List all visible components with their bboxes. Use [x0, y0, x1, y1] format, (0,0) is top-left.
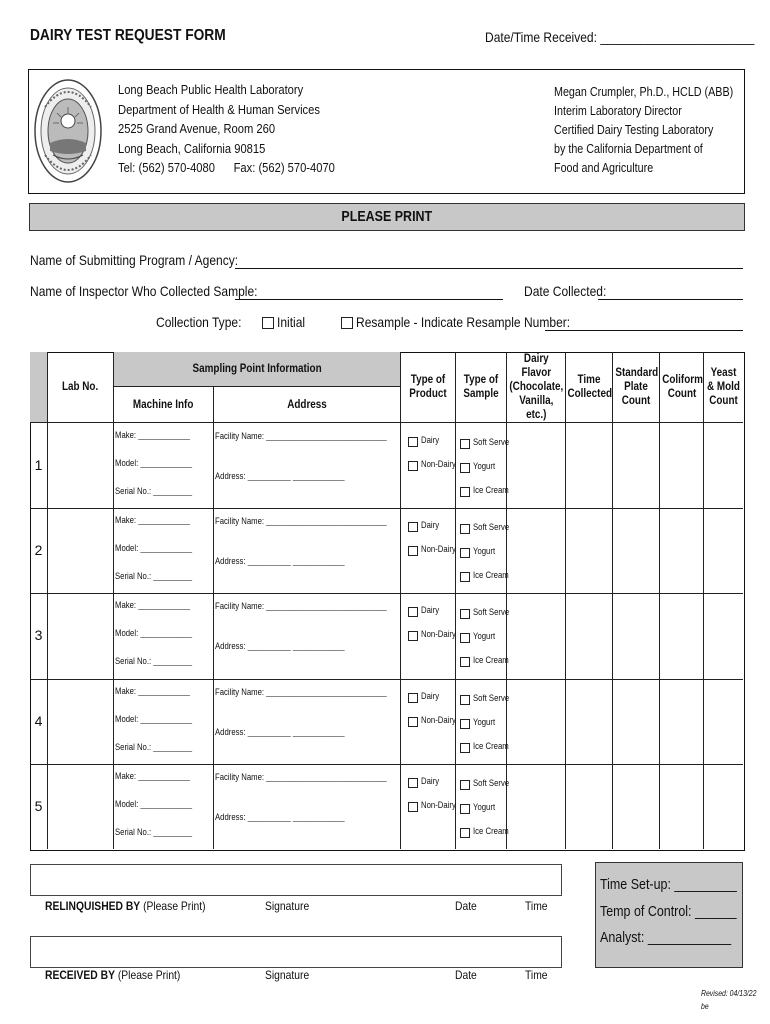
non-dairy-checkbox[interactable]: [408, 802, 418, 812]
lab-no-header: Lab No.: [62, 381, 99, 393]
machine-serial-field[interactable]: Serial No.: _________: [115, 742, 193, 752]
non-dairy-label: Non-Dairy: [421, 629, 456, 639]
soft-serve-checkbox[interactable]: [460, 780, 470, 790]
facility-address-field[interactable]: Address: __________ ____________: [215, 727, 345, 737]
date-collected-label: Date Collected:: [524, 283, 607, 299]
table-row: [0, 679, 770, 764]
facility-name-field[interactable]: Facility Name: ____________________________: [215, 772, 387, 782]
soft-serve-label: Soft Serve: [473, 437, 510, 447]
resample-label: Resample - Indicate Resample Number:: [356, 314, 571, 330]
ice-cream-checkbox[interactable]: [460, 828, 470, 838]
type-of-product-header: Type of Product: [409, 374, 447, 400]
date-time-received-label: Date/Time Received: _______________________: [485, 29, 755, 45]
ice-cream-checkbox[interactable]: [460, 743, 470, 753]
type-of-sample-header: Type of Sample: [463, 374, 499, 400]
machine-make-field[interactable]: Make: ____________: [115, 515, 190, 525]
ice-cream-label: Ice Cream: [473, 655, 509, 665]
dairy-flavor-header: Dairy Flavor (Chocolate, Vanilla, etc.): [509, 353, 563, 421]
received-time-label: Time: [525, 968, 548, 982]
director-title: Interim Laboratory Director: [554, 104, 682, 118]
received-signature-label: Signature: [265, 968, 310, 982]
non-dairy-label: Non-Dairy: [421, 459, 456, 469]
facility-address-field[interactable]: Address: __________ ____________: [215, 812, 345, 822]
dairy-checkbox[interactable]: [408, 607, 418, 617]
revised-date: Revised: 04/13/22: [701, 989, 757, 998]
date-collected-input-line[interactable]: [598, 299, 743, 300]
received-please-print: (Please Print): [117, 968, 181, 982]
yogurt-label: Yogurt: [473, 546, 496, 556]
machine-model-field[interactable]: Model: ____________: [115, 714, 193, 724]
non-dairy-checkbox[interactable]: [408, 631, 418, 641]
row-divider: [30, 679, 743, 680]
collection-type-label: Collection Type:: [156, 314, 242, 330]
agency-input-line[interactable]: [235, 268, 743, 269]
non-dairy-checkbox[interactable]: [408, 461, 418, 471]
row-number: 2: [34, 542, 43, 558]
ice-cream-label: Ice Cream: [473, 741, 509, 751]
row-number: 1: [34, 457, 43, 473]
ice-cream-label: Ice Cream: [473, 570, 509, 580]
relinquished-please-print: (Please Print): [143, 899, 206, 913]
dairy-label: Dairy: [421, 776, 440, 786]
director-name: Megan Crumpler, Ph.D., HCLD (ABB): [554, 85, 734, 99]
please-print-banner: [29, 203, 745, 231]
address-header: Address: [287, 399, 327, 411]
ice-cream-label: Ice Cream: [473, 485, 509, 495]
non-dairy-checkbox[interactable]: [408, 546, 418, 556]
row-divider: [30, 764, 743, 765]
machine-info-header: Machine Info: [133, 399, 194, 411]
machine-make-field[interactable]: Make: ____________: [115, 600, 190, 610]
yogurt-label: Yogurt: [473, 631, 496, 641]
facility-address-field[interactable]: Address: __________ ____________: [215, 556, 345, 566]
time-setup-field: Time Set-up: _________: [600, 877, 737, 893]
row-divider: [30, 508, 743, 509]
machine-serial-field[interactable]: Serial No.: _________: [115, 827, 193, 837]
machine-model-field[interactable]: Model: ____________: [115, 799, 193, 809]
facility-name-field[interactable]: Facility Name: ____________________________: [215, 601, 387, 611]
lab-department: Department of Health & Human Services: [118, 101, 320, 117]
yogurt-label: Yogurt: [473, 802, 496, 812]
ice-cream-label: Ice Cream: [473, 826, 509, 836]
relinquished-signature-label: Signature: [265, 899, 310, 913]
agency-label: Name of Submitting Program / Agency:: [30, 252, 239, 268]
lab-setup-box: [595, 862, 743, 968]
row-number: 3: [34, 627, 43, 643]
received-label-group: [45, 968, 202, 982]
received-by-field[interactable]: [30, 936, 562, 968]
city-seal-logo: [33, 77, 103, 185]
ice-cream-checkbox[interactable]: [460, 657, 470, 667]
row-number-header: [30, 352, 47, 423]
machine-model-field[interactable]: Model: ____________: [115, 628, 193, 638]
machine-serial-field[interactable]: Serial No.: _________: [115, 486, 193, 496]
table-row: [0, 423, 770, 508]
table-row: [0, 764, 770, 849]
resample-checkbox[interactable]: [341, 317, 353, 329]
yogurt-checkbox[interactable]: [460, 804, 470, 814]
machine-make-field[interactable]: Make: ____________: [115, 430, 190, 440]
machine-make-field[interactable]: Make: ____________: [115, 686, 190, 696]
revision-note: [701, 987, 766, 1013]
relinquished-by-field[interactable]: [30, 864, 562, 896]
dairy-label: Dairy: [421, 435, 440, 445]
yogurt-checkbox[interactable]: [460, 463, 470, 473]
coliform-count-header: Coliform Count: [661, 374, 703, 400]
soft-serve-label: Soft Serve: [473, 693, 510, 703]
temp-control-field: Temp of Control: ______: [600, 904, 737, 920]
lab-street: 2525 Grand Avenue, Room 260: [118, 121, 276, 136]
soft-serve-label: Soft Serve: [473, 522, 510, 532]
relinquished-date-label: Date: [455, 899, 477, 913]
row-number: 4: [34, 713, 43, 729]
relinquished-by-label: RELINQUISHED BY: [45, 899, 141, 913]
soft-serve-checkbox[interactable]: [460, 609, 470, 619]
yogurt-label: Yogurt: [473, 717, 496, 727]
resample-number-input-line[interactable]: [545, 330, 743, 331]
lab-city: Long Beach, California 90815: [118, 140, 266, 156]
yogurt-checkbox[interactable]: [460, 719, 470, 729]
table-row: [0, 508, 770, 593]
lab-name: Long Beach Public Health Laboratory: [118, 82, 304, 97]
lab-phone-fax: Tel: (562) 570-4080 Fax: (562) 570-4070: [118, 160, 335, 175]
sampling-point-divider: [114, 386, 400, 387]
row-divider: [30, 593, 743, 594]
lab-address-block: [118, 80, 370, 178]
machine-make-field[interactable]: Make: ____________: [115, 771, 190, 781]
facility-address-field[interactable]: Address: __________ ____________: [215, 471, 345, 481]
facility-name-field[interactable]: Facility Name: ____________________________: [215, 516, 387, 526]
non-dairy-checkbox[interactable]: [408, 717, 418, 727]
soft-serve-checkbox[interactable]: [460, 524, 470, 534]
yogurt-checkbox[interactable]: [460, 548, 470, 558]
yogurt-label: Yogurt: [473, 461, 496, 471]
dairy-label: Dairy: [421, 605, 440, 615]
dairy-checkbox[interactable]: [408, 522, 418, 532]
certification-line: Certified Dairy Testing Laboratory: [554, 123, 714, 137]
dairy-checkbox[interactable]: [408, 693, 418, 703]
table-row: [0, 593, 770, 678]
ice-cream-checkbox[interactable]: [460, 572, 470, 582]
ice-cream-checkbox[interactable]: [460, 487, 470, 497]
non-dairy-label: Non-Dairy: [421, 800, 456, 810]
non-dairy-label: Non-Dairy: [421, 715, 456, 725]
please-print-text: PLEASE PRINT: [341, 209, 433, 225]
initial-checkbox[interactable]: [262, 317, 274, 329]
soft-serve-label: Soft Serve: [473, 607, 510, 617]
soft-serve-checkbox[interactable]: [460, 439, 470, 449]
row-number: 5: [34, 798, 43, 814]
machine-model-field[interactable]: Model: ____________: [115, 458, 193, 468]
relinquished-label-group: [45, 899, 232, 913]
analyst-field: Analyst: ____________: [600, 930, 732, 946]
facility-name-field[interactable]: Facility Name: ____________________________: [215, 431, 387, 441]
received-by-label: RECEIVED BY: [45, 968, 115, 982]
dairy-checkbox[interactable]: [408, 437, 418, 447]
sampling-point-header: Sampling Point Information: [192, 363, 322, 375]
director-block: [554, 83, 762, 178]
machine-serial-field[interactable]: Serial No.: _________: [115, 656, 193, 666]
soft-serve-checkbox[interactable]: [460, 695, 470, 705]
yeast-mold-count-header: Yeast & Mold Count: [707, 367, 740, 407]
standard-plate-count-header: Standard Plate Count: [615, 367, 659, 407]
relinquished-time-label: Time: [525, 899, 548, 913]
dairy-checkbox[interactable]: [408, 778, 418, 788]
inspector-input-line[interactable]: [235, 299, 503, 300]
dairy-label: Dairy: [421, 520, 440, 530]
yogurt-checkbox[interactable]: [460, 633, 470, 643]
revised-initials: be: [701, 1002, 709, 1011]
form-title: DAIRY TEST REQUEST FORM: [30, 27, 226, 44]
facility-name-field[interactable]: Facility Name: ____________________________: [215, 687, 387, 697]
certification-agency: Food and Agriculture: [554, 161, 654, 175]
certification-dept: by the California Department of: [554, 142, 703, 156]
non-dairy-label: Non-Dairy: [421, 544, 456, 554]
time-collected-header: Time Collected: [567, 374, 613, 400]
received-date-label: Date: [455, 968, 477, 982]
soft-serve-label: Soft Serve: [473, 778, 510, 788]
machine-model-field[interactable]: Model: ____________: [115, 543, 193, 553]
dairy-label: Dairy: [421, 691, 440, 701]
initial-label: Initial: [277, 314, 306, 330]
machine-serial-field[interactable]: Serial No.: _________: [115, 571, 193, 581]
inspector-label: Name of Inspector Who Collected Sample:: [30, 283, 258, 299]
facility-address-field[interactable]: Address: __________ ____________: [215, 641, 345, 651]
